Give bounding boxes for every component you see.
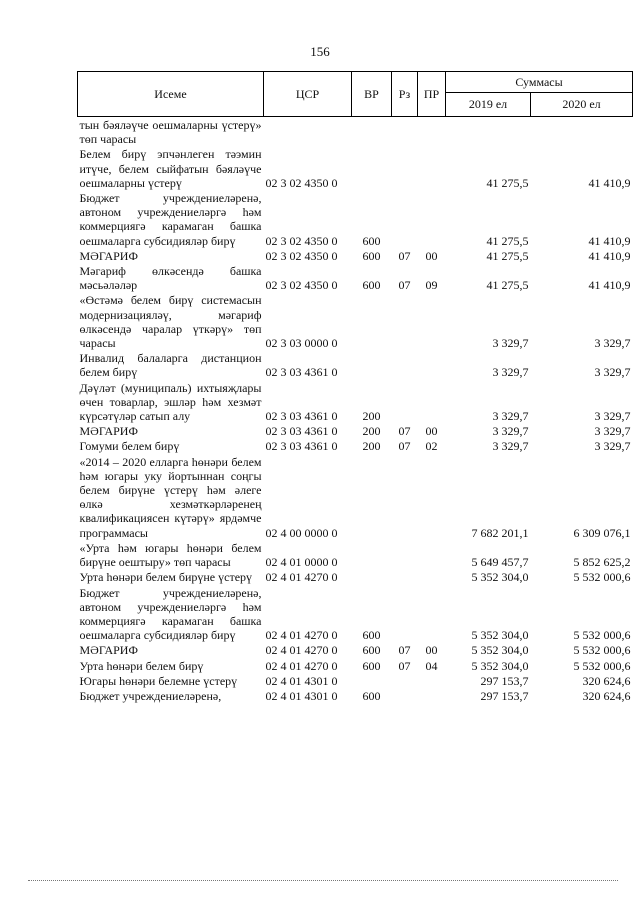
row-name: Югары һөнәри белемне үстерү <box>79 673 238 688</box>
row-sum-2020: 3 329,7 <box>594 365 631 380</box>
row-sum-2019: 7 682 201,1 <box>471 525 529 540</box>
row-name: Урта һөнәри белем бирү <box>79 658 204 673</box>
table-row <box>78 585 633 643</box>
row-vr: 600 <box>362 248 381 263</box>
row-vr: 600 <box>362 233 381 248</box>
row-rz <box>392 350 418 379</box>
row-pr <box>418 380 446 424</box>
row-name: Инвалид балаларга дистанцион белем бирү <box>79 351 262 380</box>
row-vr <box>352 673 392 688</box>
table-row <box>78 658 633 673</box>
row-sum-2020: 41 410,9 <box>588 175 631 190</box>
row-sum-2020: 320 624,6 <box>582 688 631 703</box>
table-row <box>78 688 633 703</box>
row-rz: 07 <box>398 424 411 439</box>
row-vr: 200 <box>362 424 381 439</box>
row-sum-2019: 3 329,7 <box>492 424 529 439</box>
row-rz: 07 <box>398 643 411 658</box>
row-sum-2020: 41 410,9 <box>588 233 631 248</box>
row-csr: 02 4 01 4270 0 <box>265 643 338 658</box>
row-pr <box>418 569 446 584</box>
table-row <box>78 540 633 569</box>
row-sum-2019: 3 329,7 <box>492 439 529 454</box>
row-csr: 02 3 02 4350 0 <box>265 278 338 293</box>
table-row <box>78 569 633 584</box>
row-pr <box>418 585 446 643</box>
row-name: тын бәяләүче оешмаларны үстерү» төп чарасы <box>79 118 262 147</box>
page-number: 156 <box>310 44 330 59</box>
row-sum-2020: 5 532 000,6 <box>573 628 631 643</box>
row-vr <box>352 146 392 190</box>
row-pr: 04 <box>425 658 438 673</box>
row-pr <box>418 117 446 147</box>
row-rz <box>392 585 418 643</box>
table-row <box>78 673 633 688</box>
row-rz <box>392 540 418 569</box>
row-csr: 02 4 00 0000 0 <box>265 525 338 540</box>
row-name: Белем бирү эпчәнлеген тәэмин итүче, белем сыйфатын бәяләүче оешмаларны үстерү <box>79 147 262 190</box>
column-header-2019: 2019 ел <box>446 93 531 117</box>
row-rz <box>392 146 418 190</box>
row-sum-2019: 5 352 304,0 <box>471 658 529 673</box>
row-csr: 02 3 03 4361 0 <box>265 409 338 424</box>
row-name: Урта һөнәри белем бирүне үстерү <box>79 570 253 585</box>
row-sum-2019 <box>446 117 531 147</box>
row-vr <box>352 540 392 569</box>
row-name: «2014 – 2020 елларга һөнәри белем һәм югары уку йортыннан соңгы белем бирүне үстерү һәм әлеге өлкә хезмәткәрләренең квалификациясен күтәрү» ярдәмче программасы <box>79 454 262 540</box>
row-sum-2019: 297 153,7 <box>480 688 529 703</box>
row-vr: 200 <box>362 409 381 424</box>
row-pr <box>418 688 446 703</box>
table-row <box>78 292 633 350</box>
column-header-pr: ПР <box>418 72 446 117</box>
column-header-name: Исеме <box>78 72 264 117</box>
row-rz: 07 <box>398 658 411 673</box>
row-name: Гомуми белем бирү <box>79 439 180 454</box>
row-name: Бюджет учреждениеләренә, автоном учреждениеләргә һәм коммерциягә карамаган башка оешмаларга субсидияләр бирү <box>79 585 262 643</box>
row-csr: 02 4 01 4270 0 <box>265 658 338 673</box>
row-vr: 600 <box>362 628 381 643</box>
row-sum-2019: 3 329,7 <box>492 409 529 424</box>
row-csr: 02 4 01 4270 0 <box>265 570 338 585</box>
row-sum-2019: 297 153,7 <box>480 673 529 688</box>
column-header-2020: 2020 ел <box>531 93 633 117</box>
row-sum-2019: 3 329,7 <box>492 365 529 380</box>
row-sum-2020: 3 329,7 <box>594 424 631 439</box>
row-pr <box>418 190 446 248</box>
bottom-divider <box>28 880 618 881</box>
row-csr: 02 3 03 4361 0 <box>265 424 338 439</box>
row-rz <box>392 569 418 584</box>
table-row <box>78 438 633 453</box>
row-vr: 600 <box>362 278 381 293</box>
row-vr <box>352 454 392 540</box>
row-sum-2019: 5 352 304,0 <box>471 570 529 585</box>
row-sum-2020 <box>531 117 633 147</box>
row-rz <box>392 190 418 248</box>
row-csr: 02 3 02 4350 0 <box>265 175 338 190</box>
row-rz <box>392 688 418 703</box>
row-pr: 09 <box>425 278 438 293</box>
row-sum-2020: 5 532 000,6 <box>573 643 631 658</box>
row-sum-2020: 3 329,7 <box>594 409 631 424</box>
row-sum-2019: 41 275,5 <box>486 248 529 263</box>
row-pr <box>418 146 446 190</box>
row-vr: 600 <box>362 643 381 658</box>
row-rz <box>392 673 418 688</box>
row-rz <box>392 380 418 424</box>
row-sum-2019: 3 329,7 <box>492 336 529 351</box>
row-csr: 02 4 01 4301 0 <box>265 688 338 703</box>
column-header-rz: Рз <box>392 72 418 117</box>
table-row <box>78 190 633 248</box>
row-csr: 02 3 02 4350 0 <box>265 233 338 248</box>
row-vr <box>352 569 392 584</box>
row-sum-2020: 3 329,7 <box>594 336 631 351</box>
table-body <box>78 117 633 704</box>
table-row <box>78 263 633 292</box>
row-rz <box>392 292 418 350</box>
row-name: Дәүләт (муниципаль) ихтыяҗлары өчен товарлар, эшләр һәм хезмәт күрсәтүләр сатып алу <box>79 380 262 424</box>
row-pr <box>418 673 446 688</box>
row-csr: 02 4 01 4270 0 <box>265 628 338 643</box>
row-sum-2019: 41 275,5 <box>486 278 529 293</box>
row-sum-2020: 41 410,9 <box>588 248 631 263</box>
row-sum-2020: 5 532 000,6 <box>573 658 631 673</box>
column-header-csr: ЦСР <box>264 72 352 117</box>
row-sum-2020: 41 410,9 <box>588 278 631 293</box>
row-csr: 02 3 03 4361 0 <box>265 365 338 380</box>
table-header <box>78 72 633 117</box>
table-row <box>78 423 633 438</box>
table-row <box>78 117 633 147</box>
column-header-sums: Суммасы <box>446 72 633 93</box>
row-sum-2019: 41 275,5 <box>486 175 529 190</box>
row-name: Бюджет учреждениеләренә, автоном учреждениеләргә һәм коммерциягә карамаган башка оешмаларга субсидияләр бирү <box>79 191 262 248</box>
row-sum-2019: 41 275,5 <box>486 233 529 248</box>
table-row <box>78 454 633 540</box>
row-rz: 07 <box>398 439 411 454</box>
row-vr: 600 <box>362 688 381 703</box>
row-pr <box>418 292 446 350</box>
row-sum-2019: 5 649 457,7 <box>471 555 529 570</box>
row-rz <box>392 117 418 147</box>
table-row <box>78 248 633 263</box>
row-pr: 02 <box>425 439 438 454</box>
row-name: Бюджет учреждениеләренә, <box>79 688 222 703</box>
row-name: МӘГАРИФ <box>79 643 138 658</box>
row-name: МӘГАРИФ <box>79 424 138 439</box>
row-vr <box>352 117 392 147</box>
row-csr: 02 3 03 4361 0 <box>265 439 338 454</box>
row-name: МӘГАРИФ <box>79 248 138 263</box>
row-vr: 200 <box>362 439 381 454</box>
row-csr: 02 3 02 4350 0 <box>265 248 338 263</box>
row-sum-2019: 5 352 304,0 <box>471 628 529 643</box>
row-vr <box>352 350 392 379</box>
row-sum-2020: 6 309 076,1 <box>573 525 631 540</box>
table-row <box>78 146 633 190</box>
row-rz: 07 <box>398 248 411 263</box>
table-row <box>78 380 633 424</box>
row-vr <box>352 292 392 350</box>
row-csr: 02 3 03 0000 0 <box>265 336 338 351</box>
table-row <box>78 642 633 657</box>
row-csr: 02 4 01 4301 0 <box>265 673 338 688</box>
row-csr: 02 4 01 0000 0 <box>265 555 338 570</box>
row-sum-2020: 3 329,7 <box>594 439 631 454</box>
column-header-vr: ВР <box>352 72 392 117</box>
row-vr: 600 <box>362 658 381 673</box>
row-name: Мәгариф өлкәсендә башка мәсьәләләр <box>79 264 262 293</box>
row-pr: 00 <box>425 248 438 263</box>
table-row <box>78 350 633 379</box>
row-pr <box>418 454 446 540</box>
row-csr <box>264 117 352 147</box>
row-sum-2020: 5 852 625,2 <box>573 555 631 570</box>
row-rz: 07 <box>398 278 411 293</box>
row-rz <box>392 454 418 540</box>
row-pr <box>418 540 446 569</box>
row-pr: 00 <box>425 424 438 439</box>
row-sum-2019: 5 352 304,0 <box>471 643 529 658</box>
row-name: «Урта һәм югары һөнәри белем бирүне оештыру» төп чарасы <box>79 540 262 570</box>
row-name: «Өстәмә белем бирү системасын модернизацияләү, мәгариф өлкәсендә чаралар үткәрү» төп чарасы <box>79 293 262 351</box>
row-sum-2020: 5 532 000,6 <box>573 570 631 585</box>
budget-table <box>77 71 633 703</box>
row-pr <box>418 350 446 379</box>
row-sum-2020: 320 624,6 <box>582 673 631 688</box>
row-pr: 00 <box>425 643 438 658</box>
